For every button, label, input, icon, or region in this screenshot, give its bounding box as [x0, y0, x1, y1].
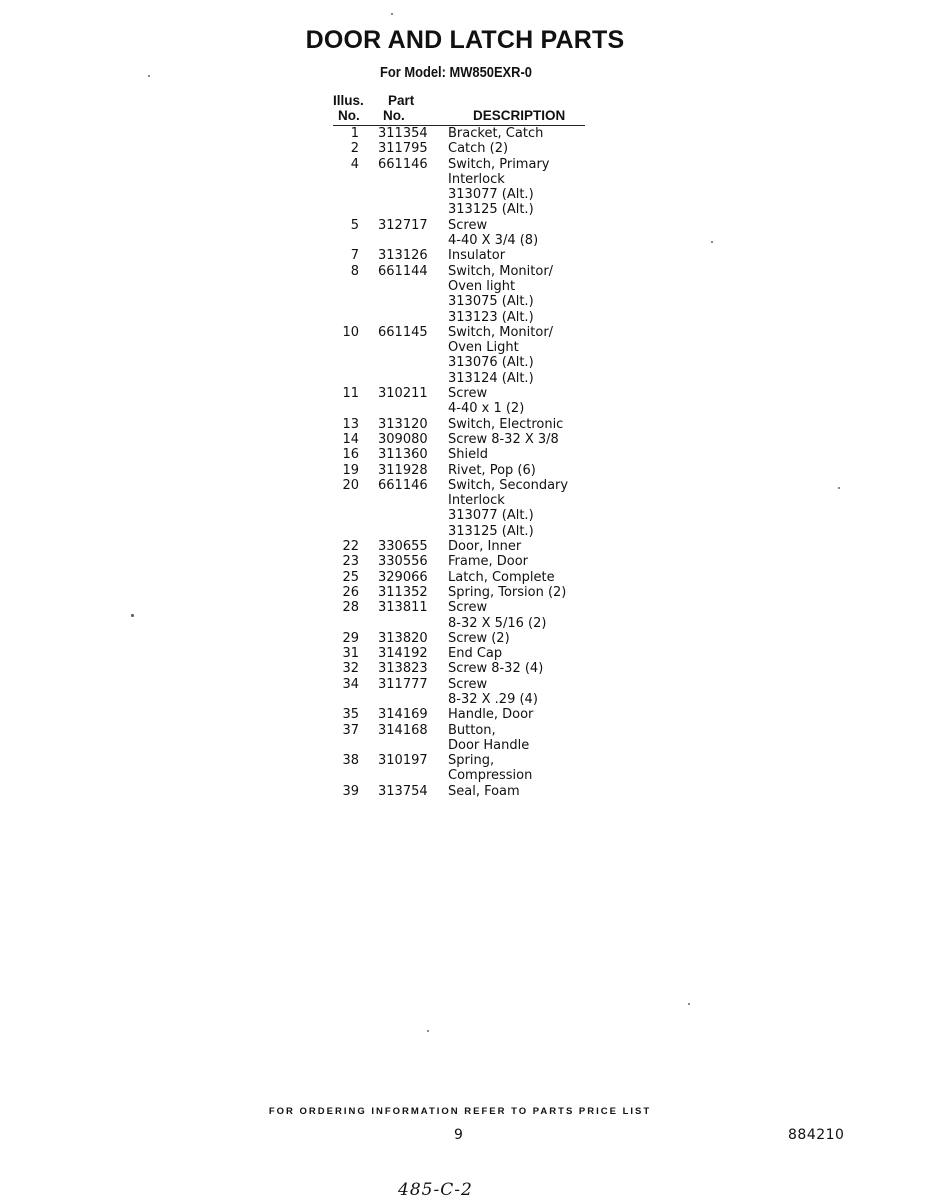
table-row — [333, 141, 593, 156]
part-description: Screw 8-32 X 3/8 — [448, 431, 559, 447]
part-description: Switch, Electronic — [448, 416, 564, 432]
part-description: Door Handle — [448, 737, 530, 753]
part-number: 330655 — [378, 539, 428, 555]
part-description: Screw — [448, 386, 488, 402]
table-row — [333, 463, 593, 478]
part-description: 8-32 X 5/16 (2) — [448, 615, 547, 631]
illus-number: 34 — [342, 676, 359, 692]
part-number: 311354 — [378, 126, 428, 141]
part-description: Door, Inner — [448, 539, 522, 555]
illus-number: 31 — [342, 646, 359, 662]
part-number: 312717 — [378, 217, 428, 233]
part-description: 313125 (Alt.) — [448, 523, 534, 539]
table-row — [333, 784, 593, 799]
part-description: Screw — [448, 600, 488, 616]
part-description: 313075 (Alt.) — [448, 294, 534, 310]
header-part-line2: No. — [383, 108, 405, 123]
part-number: 313754 — [378, 783, 428, 799]
table-row — [333, 126, 593, 141]
table-row — [333, 661, 593, 676]
table-row — [333, 524, 593, 539]
illus-number: 10 — [342, 324, 359, 340]
part-description: 313077 (Alt.) — [448, 187, 534, 203]
scan-speck — [427, 1030, 429, 1032]
table-row — [333, 570, 593, 585]
part-description: Bracket, Catch — [448, 126, 544, 141]
table-header — [330, 92, 586, 126]
table-row — [333, 248, 593, 263]
illus-number: 38 — [342, 753, 359, 769]
illus-number: 2 — [350, 141, 359, 157]
part-number: 661145 — [378, 324, 428, 340]
table-row — [333, 401, 593, 416]
illus-number: 16 — [342, 447, 359, 463]
part-description: Seal, Foam — [448, 783, 520, 799]
part-number: 313120 — [378, 416, 428, 432]
illus-number: 32 — [342, 661, 359, 677]
part-number: 311777 — [378, 676, 428, 692]
scan-speck — [391, 13, 393, 15]
table-row — [333, 508, 593, 523]
illus-number: 39 — [342, 783, 359, 799]
part-description: Oven light — [448, 278, 516, 294]
part-number: 313126 — [378, 248, 428, 264]
part-description: Screw (2) — [448, 630, 510, 646]
illus-number: 25 — [342, 569, 359, 585]
table-row — [333, 233, 593, 248]
table-row — [333, 371, 593, 386]
table-row — [333, 692, 593, 707]
part-description: 313077 (Alt.) — [448, 508, 534, 524]
table-row — [333, 310, 593, 325]
table-row — [333, 677, 593, 692]
part-description: Switch, Monitor/ — [448, 324, 554, 340]
part-number: 313820 — [378, 630, 428, 646]
part-description: 4-40 x 1 (2) — [448, 401, 525, 417]
illus-number: 22 — [342, 539, 359, 555]
part-number: 314168 — [378, 722, 428, 738]
table-row — [333, 646, 593, 661]
part-description: Switch, Secondary — [448, 477, 569, 493]
page-number: 9 — [454, 1127, 463, 1143]
part-number: 311795 — [378, 141, 428, 157]
part-number: 313811 — [378, 600, 428, 616]
illus-number: 20 — [342, 477, 359, 493]
illus-number: 35 — [342, 707, 359, 723]
illus-number: 11 — [342, 386, 359, 402]
illus-number: 1 — [350, 126, 359, 141]
header-illus-line2: No. — [338, 108, 360, 123]
part-number: 310197 — [378, 753, 428, 769]
table-row — [333, 723, 593, 738]
part-description: Button, — [448, 722, 496, 738]
scan-speck — [131, 614, 134, 617]
table-row — [333, 157, 593, 172]
table-row — [333, 493, 593, 508]
part-description: Oven Light — [448, 340, 519, 356]
illus-number: 23 — [342, 554, 359, 570]
part-description: Screw 8-32 (4) — [448, 661, 544, 677]
part-description: Catch (2) — [448, 141, 509, 157]
part-number: 311352 — [378, 584, 428, 600]
illus-number: 5 — [350, 217, 359, 233]
table-row — [333, 279, 593, 294]
table-row — [333, 187, 593, 202]
handwritten-note: 485-C-2 — [398, 1180, 473, 1200]
part-number: 314169 — [378, 707, 428, 723]
illus-number: 13 — [342, 416, 359, 432]
header-part-line1: Part — [388, 93, 415, 108]
header-illus-line1: Illus. — [333, 93, 364, 108]
table-row — [333, 325, 593, 340]
table-row — [333, 585, 593, 600]
part-number: 313823 — [378, 661, 428, 677]
table-row — [333, 616, 593, 631]
part-number: 661146 — [378, 477, 428, 493]
table-row — [333, 264, 593, 279]
part-description: Frame, Door — [448, 554, 529, 570]
part-description: 313124 (Alt.) — [448, 370, 534, 386]
part-description: Spring, Torsion (2) — [448, 584, 567, 600]
illus-number: 29 — [342, 630, 359, 646]
part-number: 309080 — [378, 431, 428, 447]
part-description: 8-32 X .29 (4) — [448, 691, 538, 707]
illus-number: 37 — [342, 722, 359, 738]
table-row — [333, 202, 593, 217]
scan-speck — [711, 241, 713, 243]
table-row — [333, 294, 593, 309]
table-row — [333, 386, 593, 401]
part-number: 314192 — [378, 646, 428, 662]
table-row — [333, 355, 593, 370]
table-row — [333, 554, 593, 569]
part-number: 310211 — [378, 386, 428, 402]
illus-number: 4 — [350, 156, 359, 172]
part-description: End Cap — [448, 646, 503, 662]
table-row — [333, 600, 593, 615]
part-description: 313076 (Alt.) — [448, 355, 534, 371]
part-description: Switch, Monitor/ — [448, 263, 554, 279]
part-description: Shield — [448, 447, 488, 463]
illus-number: 8 — [350, 263, 359, 279]
part-description: 313125 (Alt.) — [448, 202, 534, 218]
part-description: 313123 (Alt.) — [448, 309, 534, 325]
part-number: 330556 — [378, 554, 428, 570]
table-row — [333, 631, 593, 646]
table-row — [333, 432, 593, 447]
illus-number: 7 — [350, 248, 359, 264]
part-description: Rivet, Pop (6) — [448, 462, 536, 478]
table-row — [333, 478, 593, 493]
illus-number: 28 — [342, 600, 359, 616]
part-number: 661146 — [378, 156, 428, 172]
part-description: Handle, Door — [448, 707, 534, 723]
part-description: Spring, — [448, 753, 495, 769]
table-row — [333, 447, 593, 462]
part-description: 4-40 X 3/4 (8) — [448, 233, 539, 249]
illus-number: 26 — [342, 584, 359, 600]
part-number: 311928 — [378, 462, 428, 478]
part-description: Compression — [448, 768, 533, 784]
part-description: Switch, Primary — [448, 156, 550, 172]
table-row — [333, 172, 593, 187]
part-description: Interlock — [448, 171, 505, 187]
table-row — [333, 539, 593, 554]
table-row — [333, 738, 593, 753]
table-row — [333, 340, 593, 355]
table-row — [333, 218, 593, 233]
part-description: Insulator — [448, 248, 506, 264]
header-description: DESCRIPTION — [473, 108, 566, 123]
part-description: Latch, Complete — [448, 569, 555, 585]
table-row — [333, 753, 593, 768]
part-description: Screw — [448, 217, 488, 233]
part-number: 329066 — [378, 569, 428, 585]
part-description: Screw — [448, 676, 488, 692]
part-number: 661144 — [378, 263, 428, 279]
parts-table — [333, 126, 593, 799]
illus-number: 14 — [342, 431, 359, 447]
model-subtitle: For Model: MW850EXR-0 — [380, 64, 532, 81]
part-description: Interlock — [448, 493, 505, 509]
illus-number: 19 — [342, 462, 359, 478]
scan-speck — [838, 487, 840, 489]
part-number: 311360 — [378, 447, 428, 463]
table-row — [333, 707, 593, 722]
page-title: DOOR AND LATCH PARTS — [305, 26, 625, 54]
table-row — [333, 768, 593, 783]
ordering-note: FOR ORDERING INFORMATION REFER TO PARTS PRICE LIST — [268, 1106, 652, 1117]
scan-speck — [148, 75, 150, 77]
scan-speck — [688, 1003, 690, 1005]
document-number: 884210 — [788, 1127, 845, 1143]
table-row — [333, 417, 593, 432]
